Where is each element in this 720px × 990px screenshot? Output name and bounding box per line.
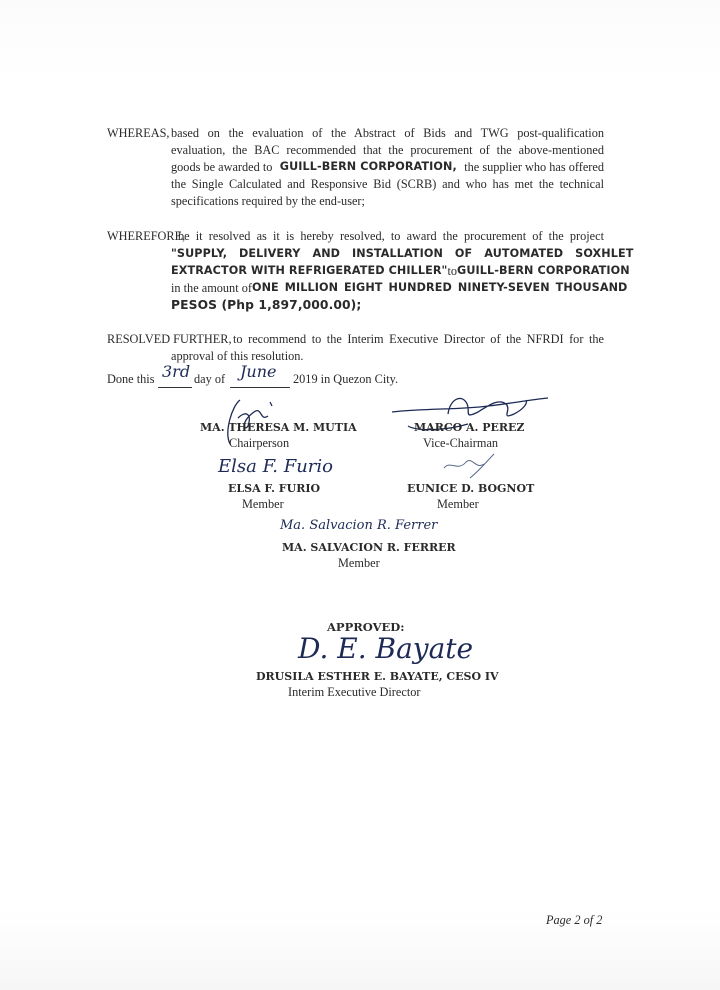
approver-role: Interim Executive Director <box>288 685 421 699</box>
document-page: WHEREAS, based on the evaluation of the Abstract of Bids and TWG post-qualification evaluation, the BAC recommended that the procurement of the above-mentioned goods be awarded to GUILL-BERN CORPORATION, the supplier who has offered the Single Calculated and Responsive Bid (SCRB) and who has met the technical specifications required by the end-user; WHEREFORE, be it resolved as it is hereby resolved, to award the procurement of the project "SUPPLY, DELIVERY AND INSTALLATION OF AUTOMATED SOXHLET EXTRACTOR WITH REFRIGERATED CHILLER" to GUILL-BERN CORPORATION in the amount of ONE MILLION EIGHT HUNDRED NINETY-SEVEN THOUSAND PESOS (Php 1,897,000.00); RESOLVED FURTHER, to recommend to the Interim Executive Director of the NFRDI for the approval of this resolution. Done this 3rd day of June 2019 in Quezon City. Elsa F. Furio Ma. Salvacion R. Ferrer MA. THERESA M. MUTIA Chairperson MARCO A. PEREZ Vice-Chairman ELSA F. FURIO Member EUNICE D. BOGNOT Member MA. SALVACION R. FERRER Member APPROVED: D. E. Bayate DRUSILA ESTHER E. BAYATE, CESO IV Interim Executive Director Page 2 of 2 <box>0 0 720 990</box>
approver-name: DRUSILA ESTHER E. BAYATE, CESO IV <box>256 670 499 683</box>
signature-bognot <box>440 452 500 482</box>
whereas-line-1: based on the evaluation of the Abstract of Bids and TWG post-qualification <box>171 126 604 140</box>
handwritten-month: June <box>240 362 277 381</box>
handwritten-day: 3rd <box>162 362 191 381</box>
signatory-name: MA. SALVACION R. FERRER <box>282 541 456 554</box>
approved-label: APPROVED: <box>327 620 405 634</box>
awardee-company-2: GUILL-BERN CORPORATION <box>457 264 630 277</box>
signatory-role: Member <box>338 556 380 570</box>
project-title-line-1: "SUPPLY, DELIVERY AND INSTALLATION OF AUTOMATED SOXHLET <box>171 247 634 260</box>
signatory-name: EUNICE D. BOGNOT <box>407 482 535 495</box>
wherefore-keyword: WHEREFORE, <box>107 229 186 243</box>
page-number: Page 2 of 2 <box>546 913 603 927</box>
signatory-name: MA. THERESA M. MUTIA <box>200 421 357 434</box>
signature-ferrer: Ma. Salvacion R. Ferrer <box>280 518 438 533</box>
amount-words: ONE MILLION EIGHT HUNDRED NINETY-SEVEN THOUSAND <box>251 281 628 294</box>
wherefore-line-3: EXTRACTOR WITH REFRIGERATED CHILLER" to GUILL-BERN CORPORATION <box>171 264 630 278</box>
signatory-name: ELSA F. FURIO <box>228 482 321 495</box>
signature-furio: Elsa F. Furio <box>218 456 333 477</box>
whereas-line-5: specifications required by the end-user; <box>171 194 365 208</box>
signature-bayate: D. E. Bayate <box>298 632 474 665</box>
project-title-line-2: EXTRACTOR WITH REFRIGERATED CHILLER" <box>171 264 448 277</box>
whereas-keyword: WHEREAS, <box>107 126 170 140</box>
wherefore-line-1: be it resolved as it is hereby resolved, to award the procurement of the project <box>178 229 604 243</box>
wherefore-line-4: in the amount of ONE MILLION EIGHT HUNDRED NINETY-SEVEN THOUSAND <box>171 281 628 295</box>
resolved-line-2: approval of this resolution. <box>171 349 304 363</box>
whereas-line-2: evaluation, the BAC recommended that the procurement of the above-mentioned <box>171 143 604 157</box>
signatory-name: MARCO A. PEREZ <box>414 421 525 434</box>
resolved-line-1: to recommend to the Interim Executive Director of the NFRDI for the <box>233 332 604 346</box>
resolved-keyword: RESOLVED FURTHER, <box>107 332 232 346</box>
signatory-role: Member <box>242 497 284 511</box>
signatory-role: Chairperson <box>229 436 290 450</box>
awardee-company: GUILL-BERN CORPORATION, <box>279 160 457 173</box>
signatory-role: Vice-Chairman <box>423 436 499 450</box>
amount-figure: PESOS (Php 1,897,000.00); <box>171 298 362 312</box>
whereas-line-4: the Single Calculated and Responsive Bid (SCRB) and who has met the technical <box>171 177 604 191</box>
signatory-role: Member <box>437 497 479 511</box>
whereas-line-3: goods be awarded to GUILL-BERN CORPORATION, the supplier who has offered <box>171 160 604 174</box>
